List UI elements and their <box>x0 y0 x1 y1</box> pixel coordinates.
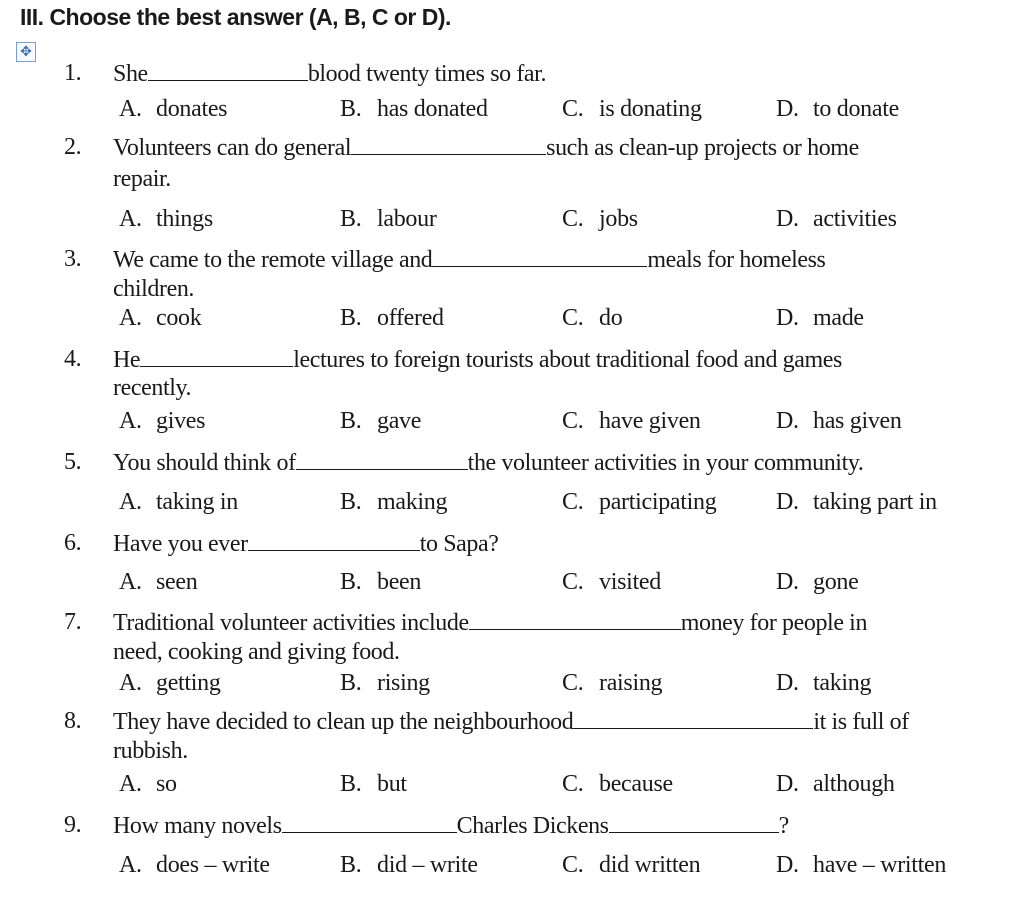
answer-blank[interactable] <box>148 60 308 81</box>
question-number: 9. <box>64 812 82 838</box>
answer-blank[interactable] <box>296 449 468 470</box>
question-text-before: You should think of <box>113 450 296 476</box>
question-text-after: money for people in <box>680 610 868 636</box>
option-a[interactable]: A. getting <box>119 670 221 696</box>
option-d[interactable]: D. gone <box>776 569 859 595</box>
option-d[interactable]: D. made <box>776 305 864 331</box>
answer-blank-2[interactable] <box>609 812 779 833</box>
answer-blank[interactable] <box>432 246 647 267</box>
option-d[interactable]: D. taking <box>776 670 872 696</box>
answer-blank[interactable] <box>469 609 681 630</box>
option-c[interactable]: C. do <box>562 305 623 331</box>
answer-blank[interactable] <box>573 708 813 729</box>
question-text-continued: rubbish. <box>113 738 188 764</box>
option-c[interactable]: C. jobs <box>562 206 638 232</box>
question-text-after: such as clean-up projects or home <box>546 135 859 161</box>
option-b[interactable]: B. offered <box>340 305 444 331</box>
question-text-before: She <box>113 61 148 87</box>
question-number: 7. <box>64 609 82 635</box>
question-number: 6. <box>64 530 82 556</box>
option-d[interactable]: D. has given <box>776 408 902 434</box>
option-a[interactable]: A. seen <box>119 569 198 595</box>
question-text-before: They have decided to clean up the neighbourhood <box>113 709 574 735</box>
exercise-heading: III. Choose the best answer (A, B, C or D). <box>20 4 451 30</box>
question-text-before: We came to the remote village and <box>113 247 433 273</box>
answer-blank-1[interactable] <box>282 812 457 833</box>
option-c[interactable]: C. did written <box>562 852 701 878</box>
option-c[interactable]: C. visited <box>562 569 661 595</box>
option-b[interactable]: B. making <box>340 489 448 515</box>
option-a[interactable]: A. things <box>119 206 213 232</box>
option-d[interactable]: D. to donate <box>776 96 899 122</box>
question-text-after: to Sapa? <box>419 531 499 557</box>
question-number: 3. <box>64 246 82 272</box>
question-text-before: Traditional volunteer activities include <box>113 610 469 636</box>
option-d[interactable]: D. have – written <box>776 852 947 878</box>
option-c[interactable]: C. because <box>562 771 673 797</box>
option-c[interactable]: C. have given <box>562 408 701 434</box>
question-text-after: it is full of <box>813 709 909 735</box>
question-number: 8. <box>64 708 82 734</box>
option-b[interactable]: B. been <box>340 569 422 595</box>
option-b[interactable]: B. gave <box>340 408 422 434</box>
question-number: 4. <box>64 346 82 372</box>
question-number: 5. <box>64 449 82 475</box>
option-a[interactable]: A. donates <box>119 96 228 122</box>
question-text-after: lectures to foreign tourists about traditional food and games <box>293 347 842 373</box>
question-text-continued: need, cooking and giving food. <box>113 639 400 665</box>
answer-blank[interactable] <box>351 134 546 155</box>
option-a[interactable]: A. gives <box>119 408 206 434</box>
answer-blank[interactable] <box>140 346 293 367</box>
option-b[interactable]: B. but <box>340 771 407 797</box>
option-d[interactable]: D. activities <box>776 206 897 232</box>
move-icon[interactable]: ✥ <box>16 42 36 62</box>
option-b[interactable]: B. labour <box>340 206 437 232</box>
question-text-before: Volunteers can do general <box>113 135 352 161</box>
option-b[interactable]: B. did – write <box>340 852 478 878</box>
answer-blank[interactable] <box>248 530 420 551</box>
option-a[interactable]: A. so <box>119 771 177 797</box>
question-text-after: the volunteer activities in your community. <box>467 450 864 476</box>
question-text-middle: Charles Dickens <box>456 813 609 839</box>
question-text-after: meals for homeless <box>647 247 826 273</box>
question-text-before: How many novels <box>113 813 282 839</box>
question-text-continued: children. <box>113 276 195 302</box>
option-a[interactable]: A. cook <box>119 305 202 331</box>
option-d[interactable]: D. taking part in <box>776 489 937 515</box>
option-c[interactable]: C. raising <box>562 670 663 696</box>
question-text-after: blood twenty times so far. <box>307 61 547 87</box>
question-text-after: ? <box>778 813 789 839</box>
option-c[interactable]: C. participating <box>562 489 717 515</box>
option-a[interactable]: A. taking in <box>119 489 238 515</box>
option-b[interactable]: B. rising <box>340 670 430 696</box>
option-c[interactable]: C. is donating <box>562 96 702 122</box>
question-number: 2. <box>64 134 82 160</box>
option-a[interactable]: A. does – write <box>119 852 270 878</box>
question-number: 1. <box>64 60 82 86</box>
option-d[interactable]: D. although <box>776 771 895 797</box>
question-text-before: Have you ever <box>113 531 248 557</box>
question-text-continued: recently. <box>113 375 192 401</box>
question-text-continued: repair. <box>113 166 171 192</box>
option-b[interactable]: B. has donated <box>340 96 488 122</box>
question-text-before: He <box>113 347 141 373</box>
